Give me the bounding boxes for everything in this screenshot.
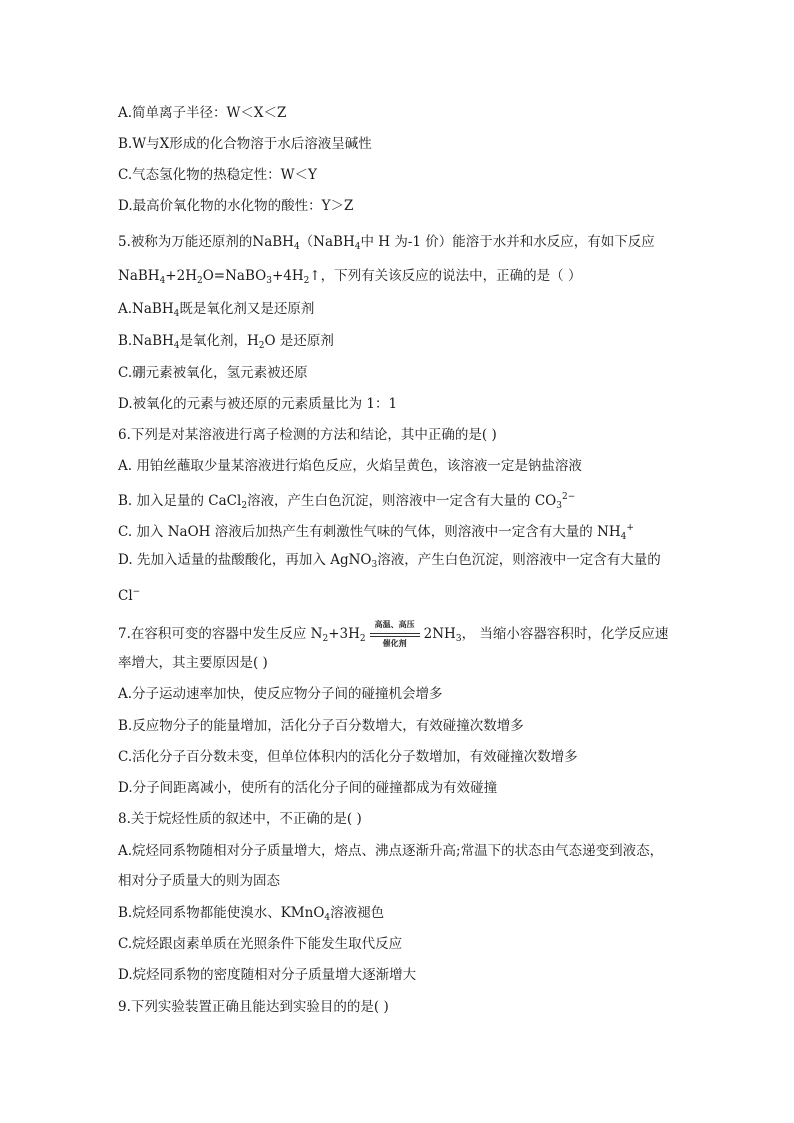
q7-stem-cont: 率增大，其主要原因是( ): [118, 655, 268, 671]
q8-option-a: A.烷烃同系物随相对分子质量增大，熔点、沸点逐渐升高;常温下的状态由气态递变到液态，: [118, 843, 664, 859]
q5-option-b: B.NaBH$_4$是氧化剂，$H_2O$ 是还原剂: [118, 333, 334, 351]
q5-option-d: D.被氧化的元素与被还原的元素质量比为 1：1: [118, 396, 398, 412]
q8-option-a-cont: 相对分子质量大的则为固态: [118, 873, 280, 889]
q5-equation: $NaBH_4+2H_2O=NaBO_3+4H_2↑$，下列有关该反应的说法中，正确的是（ ）: [118, 268, 582, 286]
q5-stem: 5.被称为万能还原剂的NaBH$_4$（NaBH$_4$中 H 为-1 价）能溶于水并和水反应，有如下反应: [118, 234, 655, 252]
q7-stem: 7.在容积可变的容器中发生反应 $N_2+3H_2$ 高温、高压 催化剂 $2NH_3$， 当缩小容器容积时，化学反应速: [118, 618, 669, 648]
q4-option-c: C.气态氢化物的热稳定性：W＜Y: [118, 167, 317, 183]
q7-option-a: A.分子运动速率加快，使反应物分子间的碰撞机会增多: [118, 686, 443, 702]
q9-stem: 9.下列实验装置正确且能达到实验目的的是( ): [118, 999, 389, 1015]
q6-option-c: C. 加入 NaOH 溶液后加热产生有刺激性气味的气体，则溶液中一定含有大量的 $NH_4^+$: [118, 523, 634, 542]
q6-option-b: B. 加入足量的 CaCl$_2$溶液，产生白色沉淀，则溶液中一定含有大量的 $CO_3^{2-}$: [118, 492, 576, 511]
q6-option-a: A. 用铂丝蘸取少量某溶液进行焰色反应，火焰呈黄色，该溶液一定是钠盐溶液: [118, 458, 582, 474]
q6-option-d-cont: Cl−: [118, 587, 141, 604]
reversible-reaction-arrow: 高温、高压 催化剂: [370, 625, 420, 645]
q6-option-d: D. 先加入适量的盐酸酸化，再加入 AgNO$_3$溶液，产生白色沉淀，则溶液中一定含有大量的: [118, 552, 661, 570]
q8-option-c: C.烷烃跟卤素单质在光照条件下能发生取代反应: [118, 936, 403, 952]
q8-option-d: D.烷烃同系物的密度随相对分子质量增大逐渐增大: [118, 967, 417, 983]
q8-stem: 8.关于烷烃性质的叙述中，不正确的是( ): [118, 811, 362, 827]
q8-option-b: B.烷烃同系物都能使溴水、KMnO$_4$溶液褪色: [118, 905, 385, 923]
q4-option-b: B.W与X形成的化合物溶于水后溶液呈碱性: [118, 136, 372, 152]
q5-option-a: A.NaBH$_4$既是氧化剂又是还原剂: [118, 301, 315, 319]
q7-option-b: B.反应物分子的能量增加，活化分子百分数增大，有效碰撞次数增多: [118, 718, 524, 734]
q7-option-c: C.活化分子百分数未变，但单位体积内的活化分子数增加，有效碰撞次数增多: [118, 749, 578, 765]
q7-option-d: D.分子间距离减小，使所有的活化分子间的碰撞都成为有效碰撞: [118, 780, 498, 796]
q5-option-c: C.硼元素被氧化，氢元素被还原: [118, 365, 308, 381]
q4-option-a: A.简单离子半径：W＜X＜Z: [118, 105, 287, 121]
q4-option-d: D.最高价氧化物的水化物的酸性：Y＞Z: [118, 198, 354, 214]
q6-stem: 6.下列是对某溶液进行离子检测的方法和结论，其中正确的是( ): [118, 427, 497, 443]
